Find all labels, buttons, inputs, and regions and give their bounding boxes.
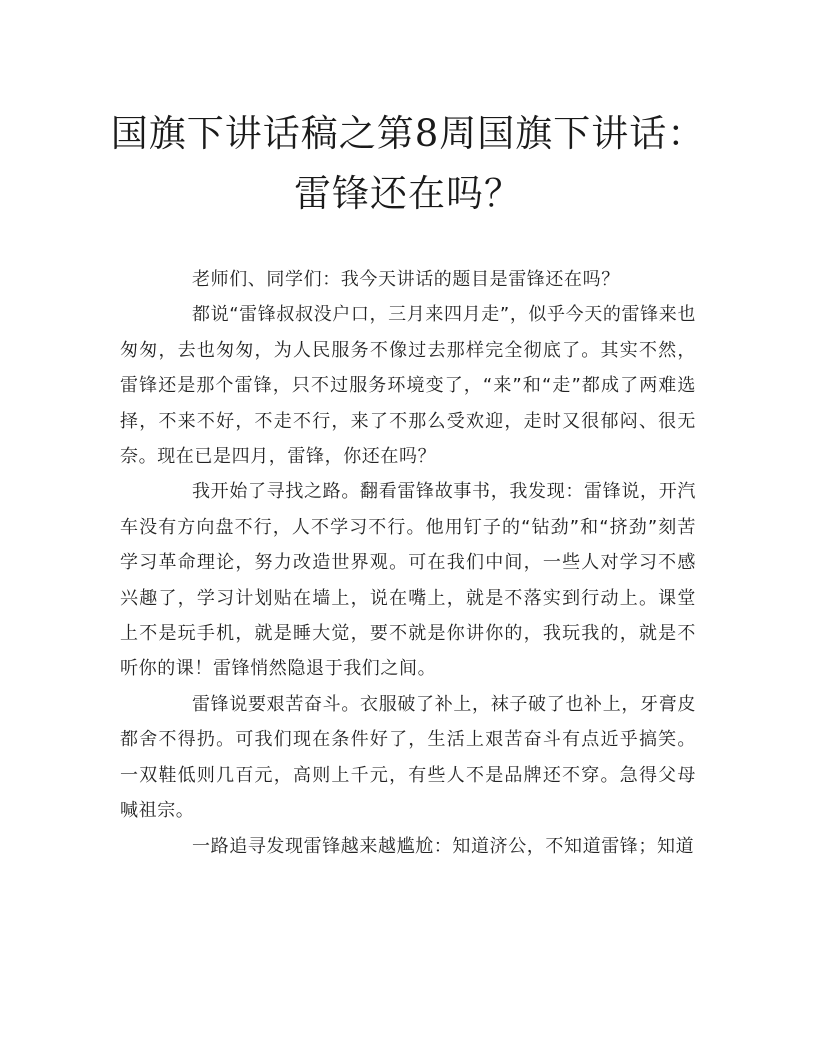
paragraph-hardwork: 雷锋说要艰苦奋斗。衣服破了补上，袜子破了也补上，牙膏皮都舍不得扔。可我们现在条件好了，生活上艰苦奋斗有点近乎搞笑。一双鞋低则几百元，高则上千元，有些人不是品牌还不穿。急得父母喊祖宗。 xyxy=(120,693,696,822)
paragraph-search: 一路追寻发现雷锋越来越尴尬：知道济公，不知道雷锋；知道 xyxy=(192,835,695,857)
paragraph-intro: 都说“雷锋叔叔没户口，三月来四月走”，似乎今天的雷锋来也匆匆，去也匆匆，为人民服务不像过去那样完全彻底了。其实不然，雷锋还是那个雷锋，只不过服务环境变了，“来”和“走”都成了两难选择，不来不好，不走不行，来了不那么受欢迎，走时又很郁闷、很无奈。现在已是四月，雷锋，你还在吗？ xyxy=(120,304,696,468)
document-title: 国旗下讲话稿之第8周国旗下讲话：雷锋还在吗？ xyxy=(110,112,706,215)
paragraph-study: 我开始了寻找之路。翻看雷锋故事书，我发现：雷锋说，开汽车没有方向盘不行，人不学习不行。他用钉子的“钻劲”和“挤劲”刻苦学习革命理论，努力改造世界观。可在我们中间，一些人对学习不感兴趣了，学习计划贴在墙上，说在嘴上，就是不落实到行动上。课堂上不是玩手机，就是睡大觉，要不就是你讲你的，我玩我的，就是不听你的课！雷锋悄然隐退于我们之间。 xyxy=(120,481,696,680)
paragraph-greeting: 老师们、同学们：我今天讲话的题目是雷锋还在吗？ xyxy=(192,269,620,290)
document-body xyxy=(120,262,696,864)
